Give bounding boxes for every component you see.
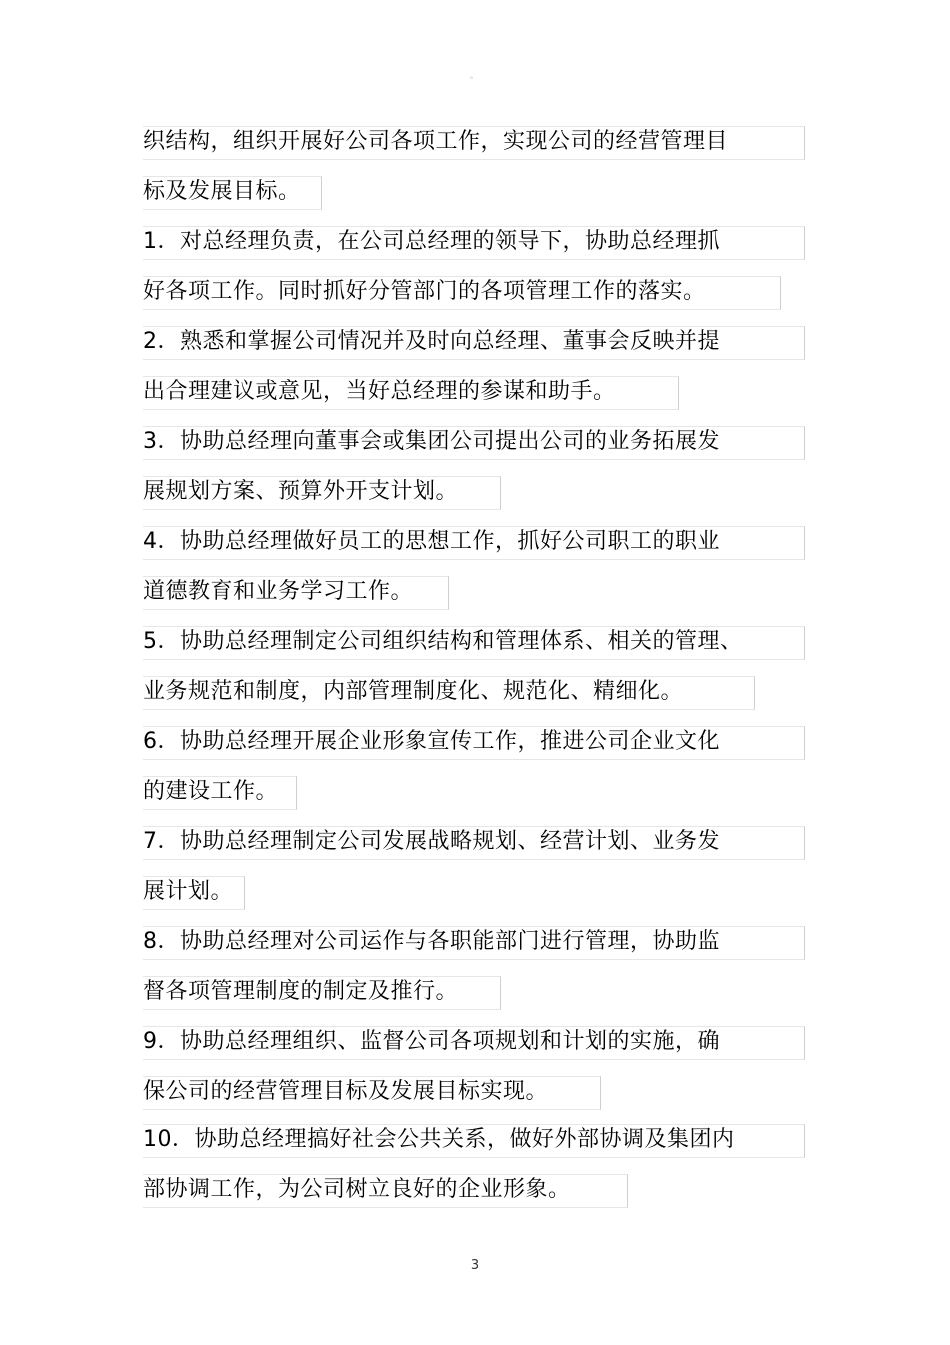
text-line: 5．协助总经理制定公司组织结构和管理体系、相关的管理、	[143, 629, 743, 654]
text-line: 出合理建议或意见，当好总经理的参谋和助手。	[143, 379, 616, 404]
text-line: 督各项管理制度的制定及推行。	[143, 979, 459, 1004]
text-line: 织结构，组织开展好公司各项工作，实现公司的经营管理目	[143, 129, 729, 154]
text-line: 4．协助总经理做好员工的思想工作，抓好公司职工的职业	[143, 529, 720, 554]
text-line: 的建设工作。	[143, 779, 279, 804]
text-line: 道德教育和业务学习工作。	[143, 579, 414, 604]
page-number: 3	[470, 1258, 480, 1273]
text-line: 业务规范和制度，内部管理制度化、规范化、精细化。	[143, 679, 684, 704]
text-line: 保公司的经营管理目标及发展目标实现。	[143, 1079, 549, 1104]
text-line: 好各项工作。同时抓好分管部门的各项管理工作的落实。	[143, 279, 706, 304]
text-line: 9．协助总经理组织、监督公司各项规划和计划的实施，确	[143, 1029, 720, 1054]
text-line: 8．协助总经理对公司运作与各职能部门进行管理，协助监	[143, 929, 720, 954]
text-line: 标及发展目标。	[143, 179, 301, 204]
header-mark: 。	[470, 71, 478, 80]
text-line: 3．协助总经理向董事会或集团公司提出公司的业务拓展发	[143, 429, 720, 454]
text-line: 部协调工作，为公司树立良好的企业形象。	[143, 1177, 571, 1202]
text-line: 7．协助总经理制定公司发展战略规划、经营计划、业务发	[143, 829, 720, 854]
text-line: 展规划方案、预算外开支计划。	[143, 479, 459, 504]
text-line: 2．熟悉和掌握公司情况并及时向总经理、董事会反映并提	[143, 329, 720, 354]
text-line: 1．对总经理负责，在公司总经理的领导下，协助总经理抓	[143, 229, 720, 254]
text-line: 6．协助总经理开展企业形象宣传工作，推进公司企业文化	[143, 729, 720, 754]
text-line: 10．协助总经理搞好社会公共关系，做好外部协调及集团内	[143, 1127, 735, 1152]
text-line: 展计划。	[143, 879, 234, 904]
